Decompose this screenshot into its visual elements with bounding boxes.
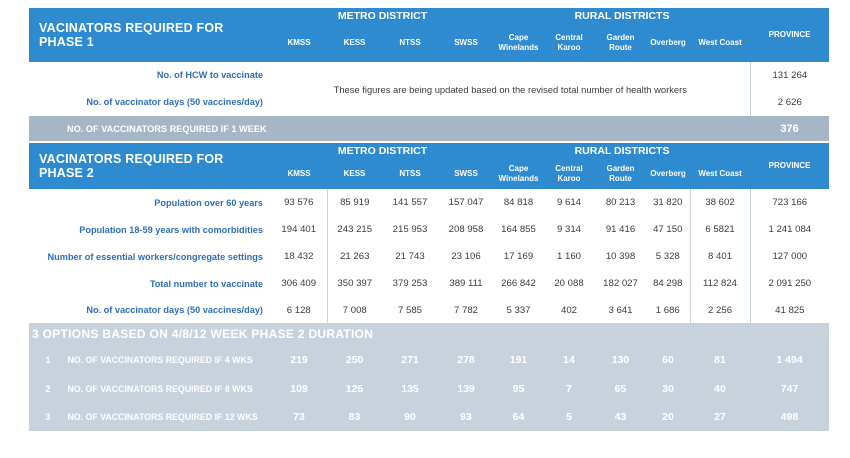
col-garden-route: Garden Route: [606, 33, 635, 52]
phase2-cell: 21 263: [340, 251, 370, 262]
option-cell: 250: [345, 353, 364, 366]
phase2-cell: 7 008: [342, 304, 367, 316]
phase2-cell: 243 215: [337, 224, 373, 235]
phase2-cell: 84 298: [653, 278, 683, 289]
phase2-cell: 85 919: [340, 197, 370, 208]
phase2-cell: 80 213: [605, 197, 636, 208]
option-row: [29, 345, 829, 374]
option-cell: 125: [345, 382, 364, 395]
option-cell: 73: [293, 411, 305, 423]
option-cell: 130: [611, 353, 630, 366]
col-central-karoo: Central Karoo: [555, 33, 583, 52]
phase1-hcw-row: [29, 62, 829, 88]
option-label: [29, 345, 271, 374]
phase2-cell: 6 5821: [690, 216, 750, 243]
col-kmss: KMSS: [287, 169, 311, 178]
options-title-row: [29, 323, 829, 345]
phase1-summary-row: [29, 116, 829, 141]
col-ntss: NTSS: [399, 169, 421, 178]
phase2-cell: 31 820: [653, 197, 683, 208]
col-swss: SWSS: [454, 38, 478, 47]
phase1-summary-label: NO. OF VACCINATORS REQUIRED IF 1 WEEK: [67, 123, 267, 134]
phase2-province-cell: 127 000: [750, 243, 829, 270]
option-cell: 5: [566, 411, 572, 423]
phase2-cell: 266 842: [501, 278, 536, 289]
option-label-text: NO. OF VACCINATORS REQUIRED IF 4 WKS: [67, 354, 253, 365]
phase1-hcw-label: No. of HCW to vaccinate: [156, 70, 263, 80]
phase2-cell: 23 106: [451, 251, 481, 262]
phase2-cell: 10 398: [605, 251, 636, 262]
col-ntss: NTSS: [399, 38, 421, 47]
phase2-cell: 38 602: [690, 189, 750, 216]
phase2-cell: 208 958: [448, 224, 484, 235]
phase2-cell: 91 416: [605, 224, 636, 235]
option-cell: 135: [401, 382, 419, 395]
phase2-metro-heading: METRO DISTRICT: [337, 145, 428, 157]
phase2-row: [29, 297, 829, 323]
option-cell: 81: [714, 353, 726, 366]
col-kess: KESS: [343, 38, 366, 47]
col-cape-winelands: Cape Winelands: [498, 164, 539, 183]
phase2-cell: 141 557: [392, 197, 428, 208]
phase2-cell: 84 818: [503, 197, 534, 208]
phase1-summary-value: 376: [780, 122, 799, 135]
phase2-row: [29, 243, 829, 270]
phase2-cell: 93 576: [271, 189, 327, 216]
phase2-row-label: No. of vaccinator days (50 vaccines/day): [86, 305, 263, 315]
phase2-cell: 182 027: [603, 278, 638, 289]
phase2-cell: 389 111: [449, 278, 483, 289]
option-cell: 278: [457, 353, 475, 366]
phase2-cell: 164 855: [501, 224, 536, 235]
phase2-cell: 7 585: [397, 304, 422, 316]
phase2-rural-heading: RURAL DISTRICTS: [574, 145, 670, 157]
option-cell: 139: [457, 382, 475, 395]
phase2-cell: 379 253: [392, 278, 428, 289]
phase2-cell: 21 743: [395, 251, 425, 262]
phase1-days-label: No. of vaccinator days (50 vaccines/day): [86, 97, 263, 107]
phase1-metro-heading: METRO DISTRICT: [337, 10, 428, 22]
col-west-coast: West Coast: [698, 38, 742, 47]
phase1-province-heading: PROVINCE: [768, 30, 811, 39]
option-label-text: NO. OF VACCINATORS REQUIRED IF 8 WKS: [67, 383, 253, 394]
phase2-row-label: Population 18-59 years with comorbidities: [79, 224, 263, 235]
phase2-cell: 18 432: [271, 243, 327, 270]
phase1-title: VACINATORS REQUIRED FOR PHASE 1: [39, 21, 224, 49]
phase2-row-label: Total number to vaccinate: [149, 278, 263, 289]
option-label: [29, 374, 271, 403]
option-index: 3: [45, 412, 51, 422]
phase2-province-cell: 41 825: [750, 297, 829, 323]
phase2-cell: 5 337: [506, 304, 531, 316]
col-central-karoo: Central Karoo: [555, 164, 583, 183]
option-cell: 109: [290, 382, 308, 395]
option-cell: 40: [714, 382, 726, 395]
phase2-cell: 350 397: [337, 278, 373, 289]
option-index: 1: [45, 354, 51, 365]
option-cell: 219: [290, 353, 308, 366]
phase1-days-province: 2 626: [750, 88, 829, 116]
phase2-row: [29, 216, 829, 243]
phase2-title: VACINATORS REQUIRED FOR PHASE 2: [39, 152, 224, 180]
col-cape-winelands: Cape Winelands: [498, 33, 539, 52]
option-cell: 95: [512, 382, 525, 395]
option-index: 2: [45, 383, 51, 394]
phase2-row-label: Population over 60 years: [154, 197, 263, 208]
col-overberg: Overberg: [650, 169, 686, 178]
phase2-row: [29, 189, 829, 216]
col-swss: SWSS: [454, 169, 478, 178]
option-row: [29, 374, 829, 403]
phase2-cell: 1 686: [655, 304, 680, 316]
option-cell: 64: [512, 411, 525, 423]
phase2-cell: 9 314: [556, 224, 581, 235]
phase2-cell: 17 169: [503, 251, 534, 262]
col-west-coast: West Coast: [698, 169, 742, 178]
option-cell: 7: [566, 382, 572, 395]
option-cell: 30: [662, 382, 674, 395]
phase2-province-cell: 723 166: [750, 189, 829, 216]
option-province-cell: 498: [780, 411, 799, 423]
phase2-cell: 1 160: [556, 251, 581, 262]
phase2-cell: 9 614: [556, 197, 581, 208]
phase2-province-heading: PROVINCE: [768, 161, 811, 170]
phase2-cell: 306 409: [271, 270, 327, 297]
phase2-cell: 47 150: [653, 224, 683, 235]
option-cell: 271: [401, 353, 419, 366]
phase2-cell: 8 401: [690, 243, 750, 270]
phase2-cell: 194 401: [271, 216, 327, 243]
phase2-cell: 7 782: [453, 304, 478, 316]
option-cell: 20: [662, 411, 674, 423]
option-cell: 65: [614, 382, 627, 395]
vaccinator-table: [29, 8, 829, 431]
phase2-cell: 215 953: [392, 224, 428, 235]
option-cell: 60: [662, 353, 674, 366]
phase1-hcw-province: 131 264: [750, 62, 829, 88]
option-cell: 83: [348, 411, 361, 423]
vaccinator-tables: [29, 8, 829, 431]
phase2-header-row1: [29, 143, 829, 159]
phase1-update-note: These figures are being updated based on the revised total number of health workers: [333, 83, 687, 95]
phase2-cell: 157 047: [448, 197, 484, 208]
phase2-cell: 5 328: [655, 251, 680, 262]
phase2-row-label: Number of essential workers/congregate settings: [47, 251, 263, 262]
option-province-cell: 747: [780, 382, 799, 395]
phase2-cell: 402: [560, 304, 577, 316]
col-kess: KESS: [343, 169, 366, 178]
col-overberg: Overberg: [650, 38, 686, 47]
phase2-cell: 6 128: [271, 297, 327, 323]
phase2-cell: 2 256: [690, 297, 750, 323]
options-title: 3 OPTIONS BASED ON 4/8/12 WEEK PHASE 2 DURATION: [32, 327, 374, 341]
phase2-cell: 3 641: [608, 304, 633, 316]
option-cell: 43: [614, 411, 627, 423]
col-kmss: KMSS: [287, 38, 311, 47]
phase2-row: [29, 270, 829, 297]
phase2-province-cell: 1 241 084: [750, 216, 829, 243]
col-garden-route: Garden Route: [606, 164, 635, 183]
phase2-cell: 112 824: [690, 270, 750, 297]
phase1-header-row1: [29, 8, 829, 24]
option-cell: 14: [563, 353, 575, 366]
option-cell: 27: [714, 411, 726, 423]
option-cell: 90: [404, 411, 416, 423]
option-province-cell: 1 494: [776, 353, 803, 366]
option-label: [29, 403, 271, 431]
option-cell: 191: [509, 353, 528, 366]
option-cell: 93: [460, 411, 472, 423]
option-label-text: NO. OF VACCINATORS REQUIRED IF 12 WKS: [67, 412, 258, 422]
phase2-cell: 20 088: [554, 278, 584, 289]
option-row: [29, 403, 829, 431]
phase2-province-cell: 2 091 250: [750, 270, 829, 297]
phase1-rural-heading: RURAL DISTRICTS: [574, 10, 670, 22]
